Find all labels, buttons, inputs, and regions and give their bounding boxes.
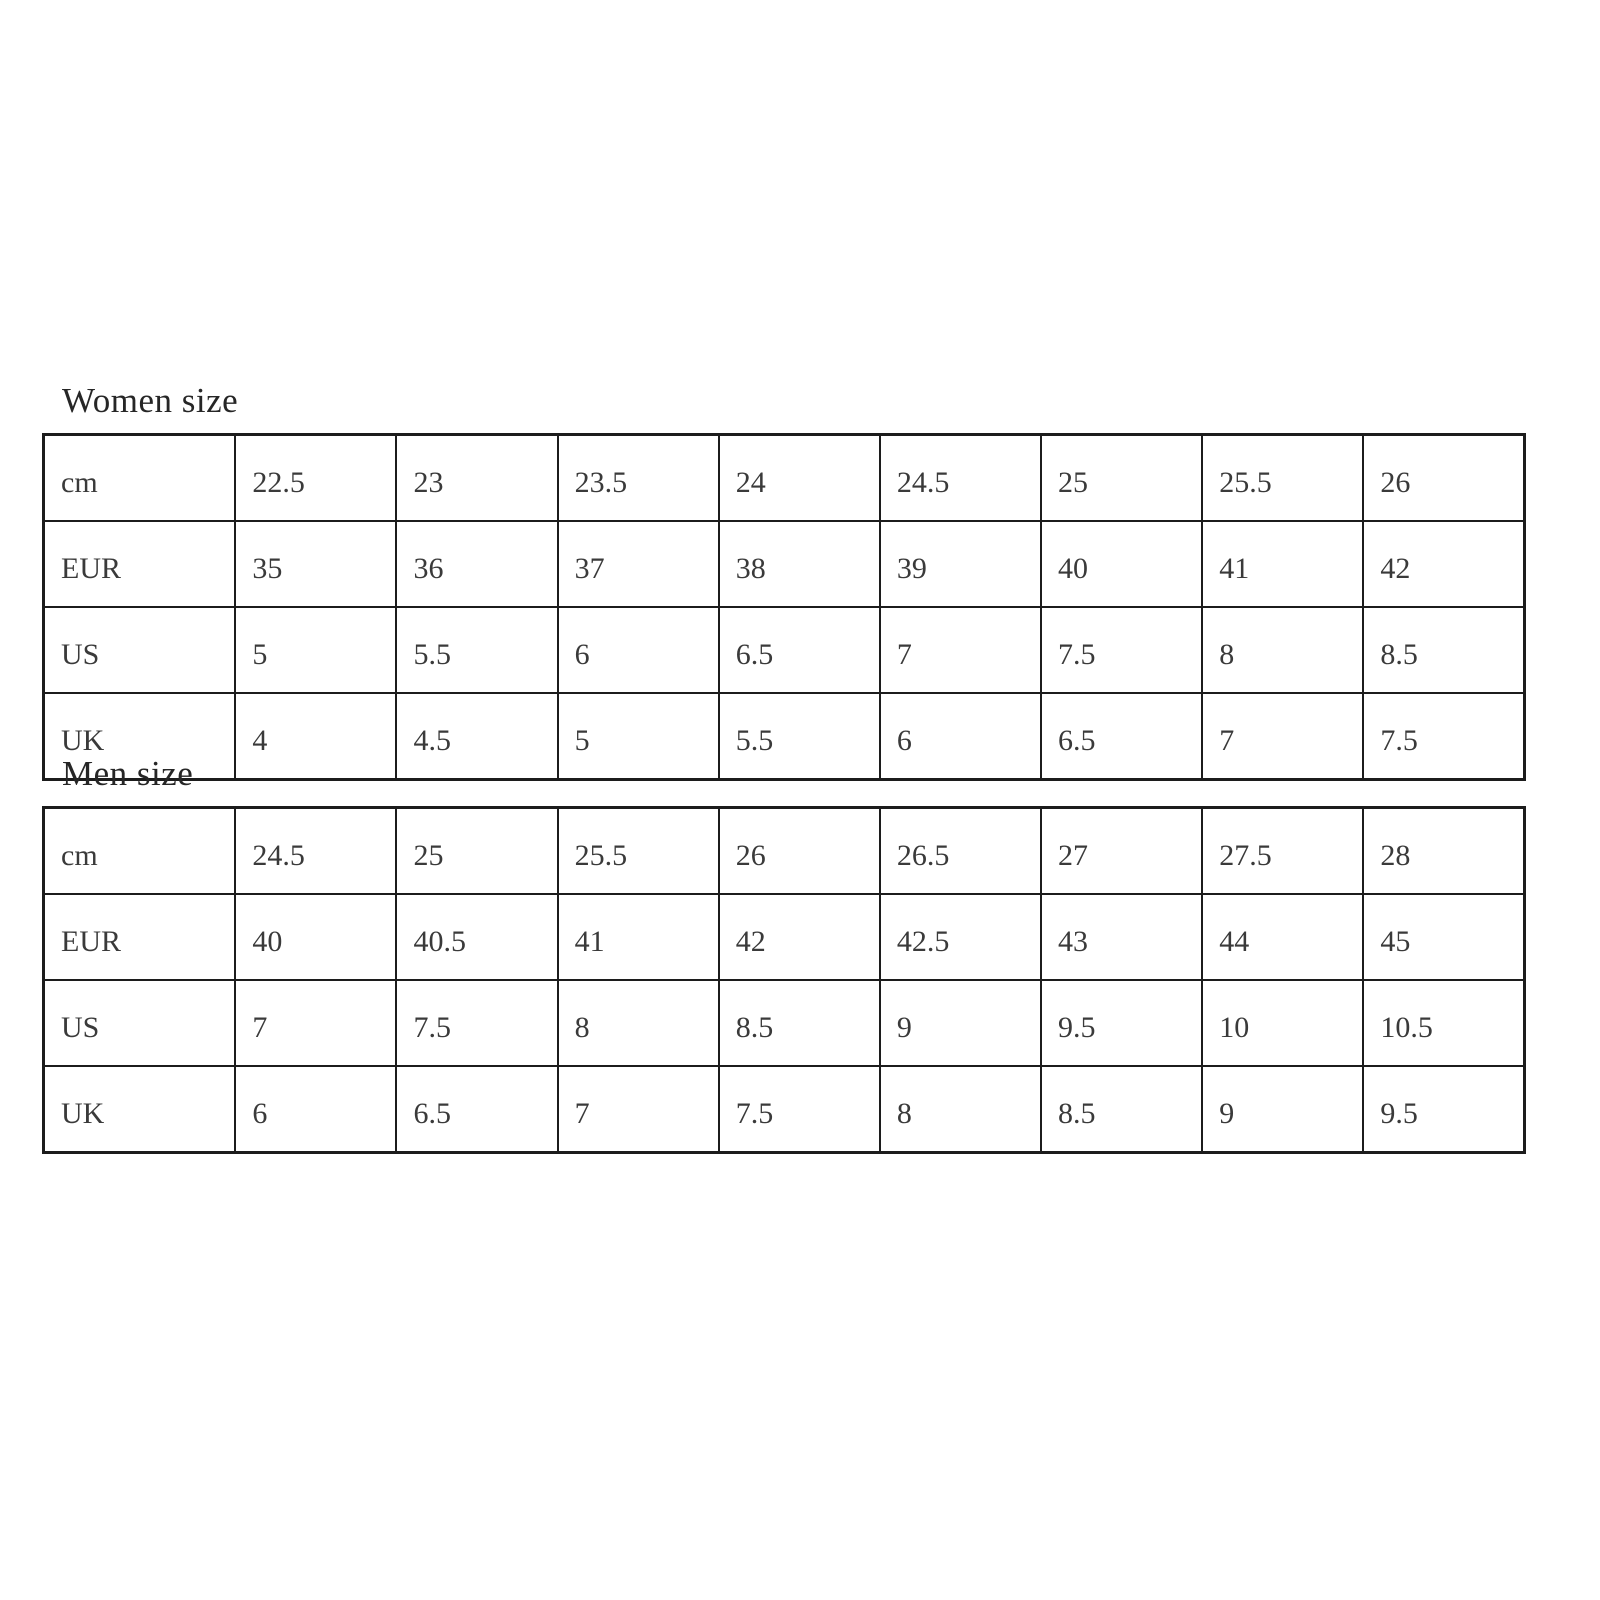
women-size-section [42,383,1526,781]
size-value-cell: 44 [1202,894,1363,980]
size-value-cell: 40 [235,894,396,980]
size-value-cell: 23.5 [558,434,719,521]
size-value-cell: 6.5 [719,607,880,693]
size-value-cell: 7 [1202,693,1363,780]
size-value-cell: 7 [558,1066,719,1153]
size-value-cell: 28 [1363,807,1524,894]
table-row [44,607,1525,693]
table-row [44,980,1525,1066]
size-value-cell: 8 [880,1066,1041,1153]
size-value-cell: 8.5 [1041,1066,1202,1153]
size-value-cell: 6.5 [1041,693,1202,780]
men-size-section [42,756,1526,1154]
women-size-table [42,433,1526,781]
size-value-cell: 9.5 [1041,980,1202,1066]
table-row [44,521,1525,607]
row-label-cell: EUR [44,894,236,980]
size-value-cell: 6 [880,693,1041,780]
size-value-cell: 7.5 [1363,693,1524,780]
row-label-cell: US [44,980,236,1066]
men-size-table [42,806,1526,1154]
size-value-cell: 9 [880,980,1041,1066]
size-value-cell: 26 [1363,434,1524,521]
size-value-cell: 36 [396,521,557,607]
size-value-cell: 24 [719,434,880,521]
size-value-cell: 5.5 [719,693,880,780]
size-value-cell: 4 [235,693,396,780]
size-value-cell: 6.5 [396,1066,557,1153]
size-value-cell: 7 [880,607,1041,693]
size-value-cell: 22.5 [235,434,396,521]
size-value-cell: 26.5 [880,807,1041,894]
size-value-cell: 5 [558,693,719,780]
size-value-cell: 9.5 [1363,1066,1524,1153]
size-value-cell: 10.5 [1363,980,1524,1066]
size-value-cell: 9 [1202,1066,1363,1153]
size-value-cell: 7.5 [396,980,557,1066]
size-value-cell: 35 [235,521,396,607]
size-value-cell: 42 [1363,521,1524,607]
size-value-cell: 10 [1202,980,1363,1066]
size-value-cell: 25.5 [1202,434,1363,521]
women-size-title: Women size [62,381,239,420]
size-value-cell: 4.5 [396,693,557,780]
size-value-cell: 7 [235,980,396,1066]
size-value-cell: 8.5 [1363,607,1524,693]
size-value-cell: 40.5 [396,894,557,980]
size-value-cell: 5.5 [396,607,557,693]
size-value-cell: 7.5 [719,1066,880,1153]
size-value-cell: 7.5 [1041,607,1202,693]
size-value-cell: 6 [235,1066,396,1153]
size-value-cell: 8 [1202,607,1363,693]
size-value-cell: 27.5 [1202,807,1363,894]
size-value-cell: 8.5 [719,980,880,1066]
row-label-cell: cm [44,434,236,521]
size-value-cell: 6 [558,607,719,693]
size-value-cell: 40 [1041,521,1202,607]
size-value-cell: 27 [1041,807,1202,894]
table-row [44,434,1525,521]
row-label-cell: UK [44,1066,236,1153]
size-value-cell: 39 [880,521,1041,607]
size-value-cell: 41 [1202,521,1363,607]
size-value-cell: 26 [719,807,880,894]
row-label-cell: UK [44,693,236,780]
table-row [44,807,1525,894]
size-value-cell: 8 [558,980,719,1066]
size-value-cell: 24.5 [880,434,1041,521]
size-value-cell: 23 [396,434,557,521]
size-value-cell: 25 [396,807,557,894]
size-value-cell: 25.5 [558,807,719,894]
size-value-cell: 42 [719,894,880,980]
size-value-cell: 42.5 [880,894,1041,980]
row-label-cell: EUR [44,521,236,607]
size-value-cell: 38 [719,521,880,607]
table-row [44,894,1525,980]
size-value-cell: 43 [1041,894,1202,980]
size-value-cell: 45 [1363,894,1524,980]
men-size-title: Men size [62,754,194,793]
size-value-cell: 25 [1041,434,1202,521]
size-value-cell: 41 [558,894,719,980]
row-label-cell: US [44,607,236,693]
size-value-cell: 5 [235,607,396,693]
size-value-cell: 37 [558,521,719,607]
size-value-cell: 24.5 [235,807,396,894]
table-row [44,1066,1525,1153]
row-label-cell: cm [44,807,236,894]
